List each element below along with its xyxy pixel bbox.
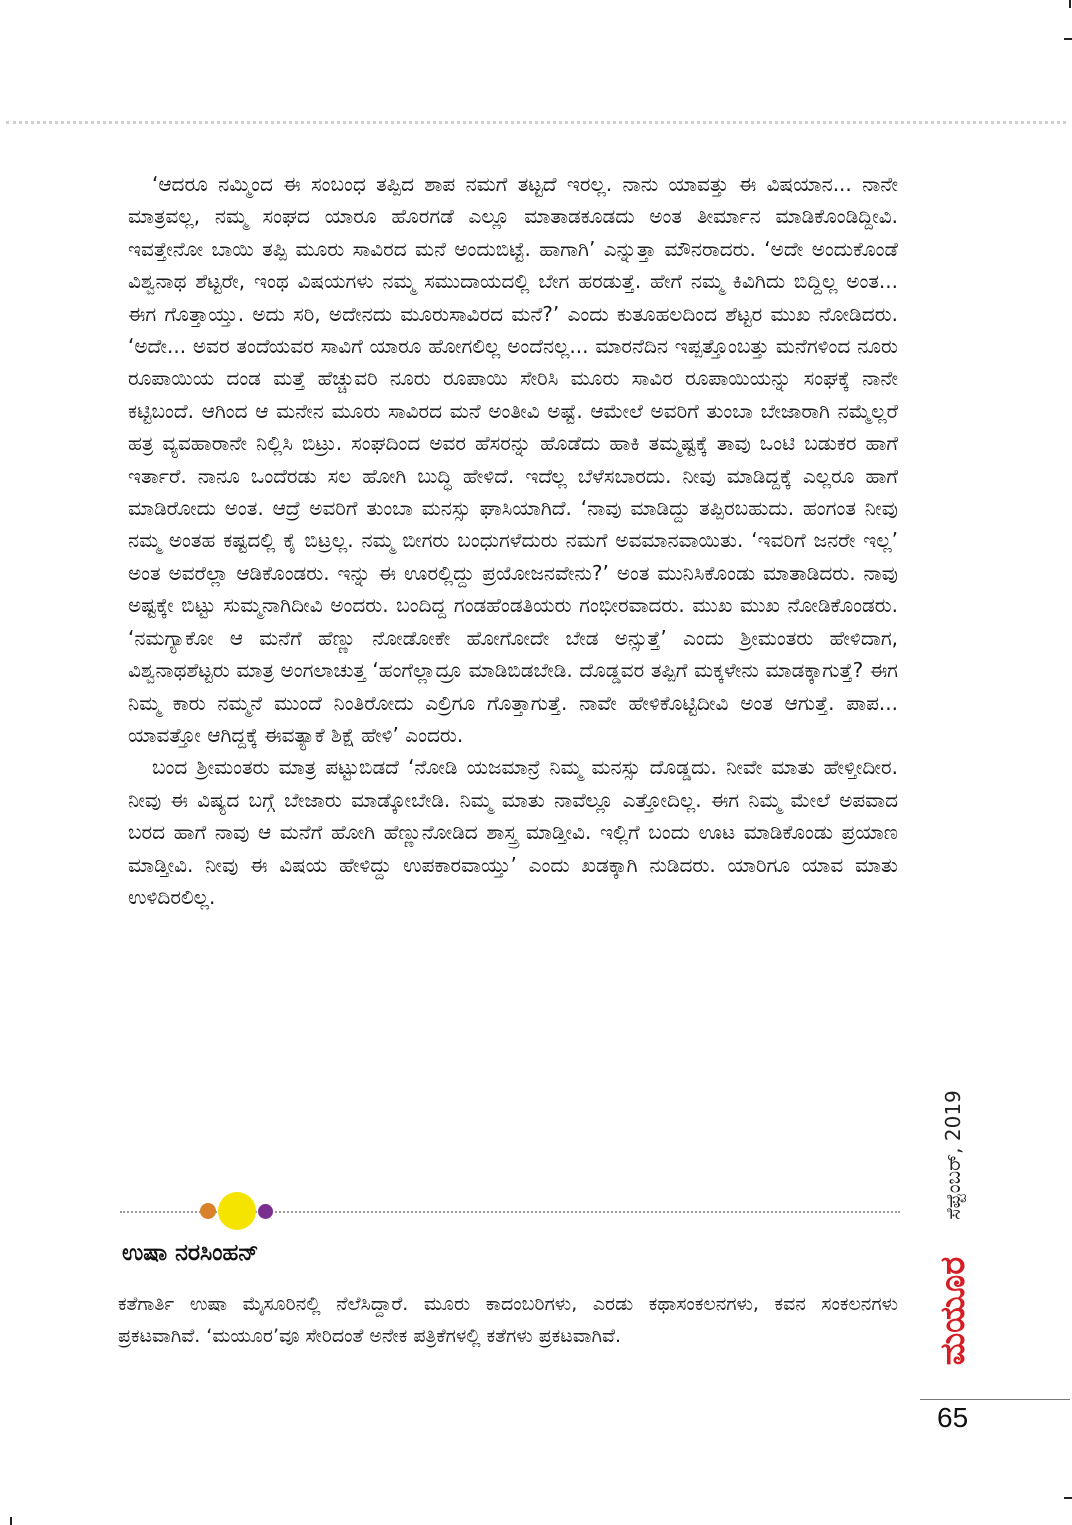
crop-mark — [1069, 0, 1071, 8]
magazine-logo-text: ಮಯೂರ — [933, 1256, 973, 1366]
issue-date — [935, 1085, 971, 1225]
section-divider — [120, 1192, 900, 1232]
story-paragraph: ‘ಆದರೂ ನಮ್ಮಿಂದ ಈ ಸಂಬಂಧ ತಪ್ಪಿದ ಶಾಪ ನಮಗೆ ತಟ್ಟದೆ ಇರಲ್ಲ. ನಾನು ಯಾವತ್ತು ಈ ವಿಷಯಾನ... ನಾನೇ ಮಾತ್ರವಲ್ಲ, ನಮ್ಮ ಸಂಘದ ಯಾರೂ ಹೊರಗಡೆ ಎಲ್ಲೂ ಮಾತಾಡಕೂಡದು ಅಂತ ತೀರ್ಮಾನ ಮಾಡಿಕೊಂಡಿದ್ದೀವಿ. ಇವತ್ತೇನೋ ಬಾಯಿ ತಪ್ಪಿ ಮೂರು ಸಾವಿರದ ಮನೆ ಅಂದುಬಿಟ್ಟೆ. ಹಾಗಾಗಿ’ ಎನ್ನುತ್ತಾ ಮೌನರಾದರು. ‘ಅದೇ ಅಂದುಕೊಂಡೆ ವಿಶ್ವನಾಥ ಶೆಟ್ಟರೇ, ಇಂಥ ವಿಷಯಗಳು ನಮ್ಮ ಸಮುದಾಯದಲ್ಲಿ ಬೇಗ ಹರಡುತ್ತೆ. ಹೇಗೆ ನಮ್ಮ ಕಿವಿಗಿದು ಬಿದ್ದಿಲ್ಲ ಅಂತ... ಈಗ ಗೊತ್ತಾಯ್ತು. ಅದು ಸರಿ, ಅದೇನದು ಮೂರುಸಾವಿರದ ಮನೆ?’ ಎಂದು ಕುತೂಹಲದಿಂದ ಶೆಟ್ಟರ ಮುಖ ನೋಡಿದರು. ‘ಅದೇ... ಅವರ ತಂದೆಯವರ ಸಾವಿಗೆ ಯಾರೂ ಹೋಗಲಿಲ್ಲ ಅಂದೆನಲ್ಲ... ಮಾರನೆದಿನ ಇಪ್ಪತ್ತೊಂಬತ್ತು ಮನೆಗಳಿಂದ ನೂರು ರೂಪಾಯಿಯ ದಂಡ ಮತ್ತೆ ಹೆಚ್ಚುವರಿ ನೂರು ರೂಪಾಯಿ ಸೇರಿಸಿ ಮೂರು ಸಾವಿರ ರೂಪಾಯಿಯನ್ನು ಸಂಘಕ್ಕೆ ನಾನೇ ಕಟ್ಟಿಬಂದೆ. ಆಗಿಂದ ಆ ಮನೇನ ಮೂರು ಸಾವಿರದ ಮನೆ ಅಂತೀವಿ ಅಷ್ಟೆ. ಆಮೇಲೆ ಅವರಿಗೆ ತುಂಬಾ ಬೇಜಾರಾಗಿ ನಮ್ಮೆಲ್ಲರೆ ಹತ್ರ ವ್ಯವಹಾರಾನೇ ನಿಲ್ಲಿಸಿ ಬಿಟ್ರು. ಸಂಘದಿಂದ ಅವರ ಹೆಸರನ್ನು ಹೊಡೆದು ಹಾಕಿ ತಮ್ಮಷ್ಟಕ್ಕೆ ತಾವು ಒಂಟಿ ಬಡುಕರ ಹಾಗೆ ಇರ್ತಾರೆ. ನಾನೂ ಒಂದೆರಡು ಸಲ ಹೋಗಿ ಬುದ್ಧಿ ಹೇಳಿದೆ. ಇದೆಲ್ಲ ಬೆಳೆಸಬಾರದು. ನೀವು ಮಾಡಿದ್ದಕ್ಕೆ ಎಲ್ಲರೂ ಹಾಗೆ ಮಾಡಿರೋದು ಅಂತ. ಆದ್ರೆ ಅವರಿಗೆ ತುಂಬಾ ಮನಸ್ಸು ಘಾಸಿಯಾಗಿದೆ. ‘ನಾವು ಮಾಡಿದ್ದು ತಪ್ಪಿರಬಹುದು. ಹಂಗಂತ ನೀವು ನಮ್ಮ ಅಂತಹ ಕಷ್ಟದಲ್ಲಿ ಕೈ ಬಿಟ್ರಲ್ಲ. ನಮ್ಮ ಬೀಗರು ಬಂಧುಗಳೆದುರು ನಮಗೆ ಅವಮಾನವಾಯಿತು. ‘ಇವರಿಗೆ ಜನರೇ ಇಲ್ಲ’ ಅಂತ ಅವರೆಲ್ಲಾ ಆಡಿಕೊಂಡರು. ಇನ್ನು ಈ ಊರಲ್ಲಿದ್ದು ಪ್ರಯೋಜನವೇನು?’ ಅಂತ ಮುನಿಸಿಕೊಂಡು ಮಾತಾಡಿದರು. ನಾವು ಅಷ್ಟಕ್ಕೇ ಬಿಟ್ಟು ಸುಮ್ಮನಾಗಿದೀವಿ ಅಂದರು. ಬಂದಿದ್ದ ಗಂಡಹೆಂಡತಿಯರು ಗಂಭೀರವಾದರು. ಮುಖ ಮುಖ ನೋಡಿಕೊಂಡರು. ‘ನಮಗ್ಯಾಕೋ ಆ ಮನೆಗೆ ಹೆಣ್ಣು ನೋಡೋಕೇ ಹೋಗೋದೇ ಬೇಡ ಅನ್ಸುತ್ತೆ’ ಎಂದು ಶ್ರೀಮಂತರು ಹೇಳಿದಾಗ, ವಿಶ್ವನಾಥಶೆಟ್ಟರು ಮಾತ್ರ ಅಂಗಲಾಚುತ್ತ ‘ಹಂಗೆಲ್ಲಾದ್ರೂ ಮಾಡಿಬಿಡಬೇಡಿ. ದೊಡ್ಡವರ ತಪ್ಪಿಗೆ ಮಕ್ಕಳೇನು ಮಾಡಕ್ಕಾಗುತ್ತೆ? ಈಗ ನಿಮ್ಮ ಕಾರು ನಮ್ಮನೆ ಮುಂದೆ ನಿಂತಿರೋದು ಎಲ್ರಿಗೂ ಗೊತ್ತಾಗುತ್ತೆ. ನಾವೇ ಹೇಳಿಕೊಟ್ಟಿದೀವಿ ಅಂತ ಆಗುತ್ತೆ. ಪಾಪ... ಯಾವತ್ತೋ ಆಗಿದ್ದಕ್ಕೆ ಈವತ್ಯಾಕೆ ಶಿಕ್ಷೆ ಹೇಳಿ’ ಎಂದರು. — [128, 172, 898, 747]
story-body — [128, 168, 898, 913]
issue-date-text: ಸೆಪ್ಟೆಂಬರ್, 2019 — [941, 1090, 965, 1220]
purple-dot — [258, 1204, 273, 1219]
orange-dot — [200, 1203, 216, 1219]
page-number: 65 — [937, 1402, 969, 1433]
yellow-dot — [218, 1192, 256, 1230]
crop-mark — [1064, 38, 1072, 40]
crop-mark — [10, 1517, 12, 1525]
story-paragraph: ಬಂದ ಶ್ರೀಮಂತರು ಮಾತ್ರ ಪಟ್ಟುಬಿಡದೆ ‘ನೋಡಿ ಯಜಮಾನ್ರೆ ನಿಮ್ಮ ಮನಸ್ಸು ದೊಡ್ಡದು. ನೀವೇ ಮಾತು ಹೇಳ್ತೀದೀರ. ನೀವು ಈ ವಿಷ್ಯದ ಬಗ್ಗೆ ಬೇಜಾರು ಮಾಡ್ಕೋಬೇಡಿ. ನಿಮ್ಮ ಮಾತು ನಾವೆಲ್ಲೂ ಎತ್ತೋದಿಲ್ಲ. ಈಗ ನಿಮ್ಮ ಮೇಲೆ ಅಪವಾದ ಬರದ ಹಾಗೆ ನಾವು ಆ ಮನೆಗೆ ಹೋಗಿ ಹೆಣ್ಣುನೋಡಿದ ಶಾಸ್ತ್ರ ಮಾಡ್ತೀವಿ. ಇಲ್ಲಿಗೆ ಬಂದು ಊಟ ಮಾಡಿಕೊಂಡು ಪ್ರಯಾಣ ಮಾಡ್ತೀವಿ. ನೀವು ಈ ವಿಷಯ ಹೇಳಿದ್ದು ಉಪಕಾರವಾಯ್ತು’ ಎಂದು ಖಡಕ್ಕಾಗಿ ನುಡಿದರು. ಯಾರಿಗೂ ಯಾವ ಮಾತು ಉಳಿದಿರಲಿಲ್ಲ. — [128, 755, 898, 909]
crop-mark — [1064, 1497, 1072, 1499]
page-number-rule — [920, 1399, 1070, 1400]
magazine-logo — [928, 1248, 978, 1374]
author-bio: ಕತೆಗಾರ್ತಿ ಉಷಾ ಮೈಸೂರಿನಲ್ಲಿ ನೆಲೆಸಿದ್ದಾರೆ. ಮೂರು ಕಾದಂಬರಿಗಳು, ಎರಡು ಕಥಾಸಂಕಲನಗಳು, ಕವನ ಸಂಕಲನಗಳು ಪ್ರಕಟವಾಗಿವೆ. ‘ಮಯೂರ’ವೂ ಸೇರಿದಂತೆ ಅನೇಕ ಪತ್ರಿಕೆಗಳಲ್ಲಿ ಕತೆಗಳು ಪ್ರಕಟವಾಗಿವೆ. — [118, 1293, 898, 1347]
author-name: ಉಷಾ ನರಸಿಂಹನ್ — [122, 1240, 259, 1266]
top-dotted-rule — [6, 121, 1066, 124]
